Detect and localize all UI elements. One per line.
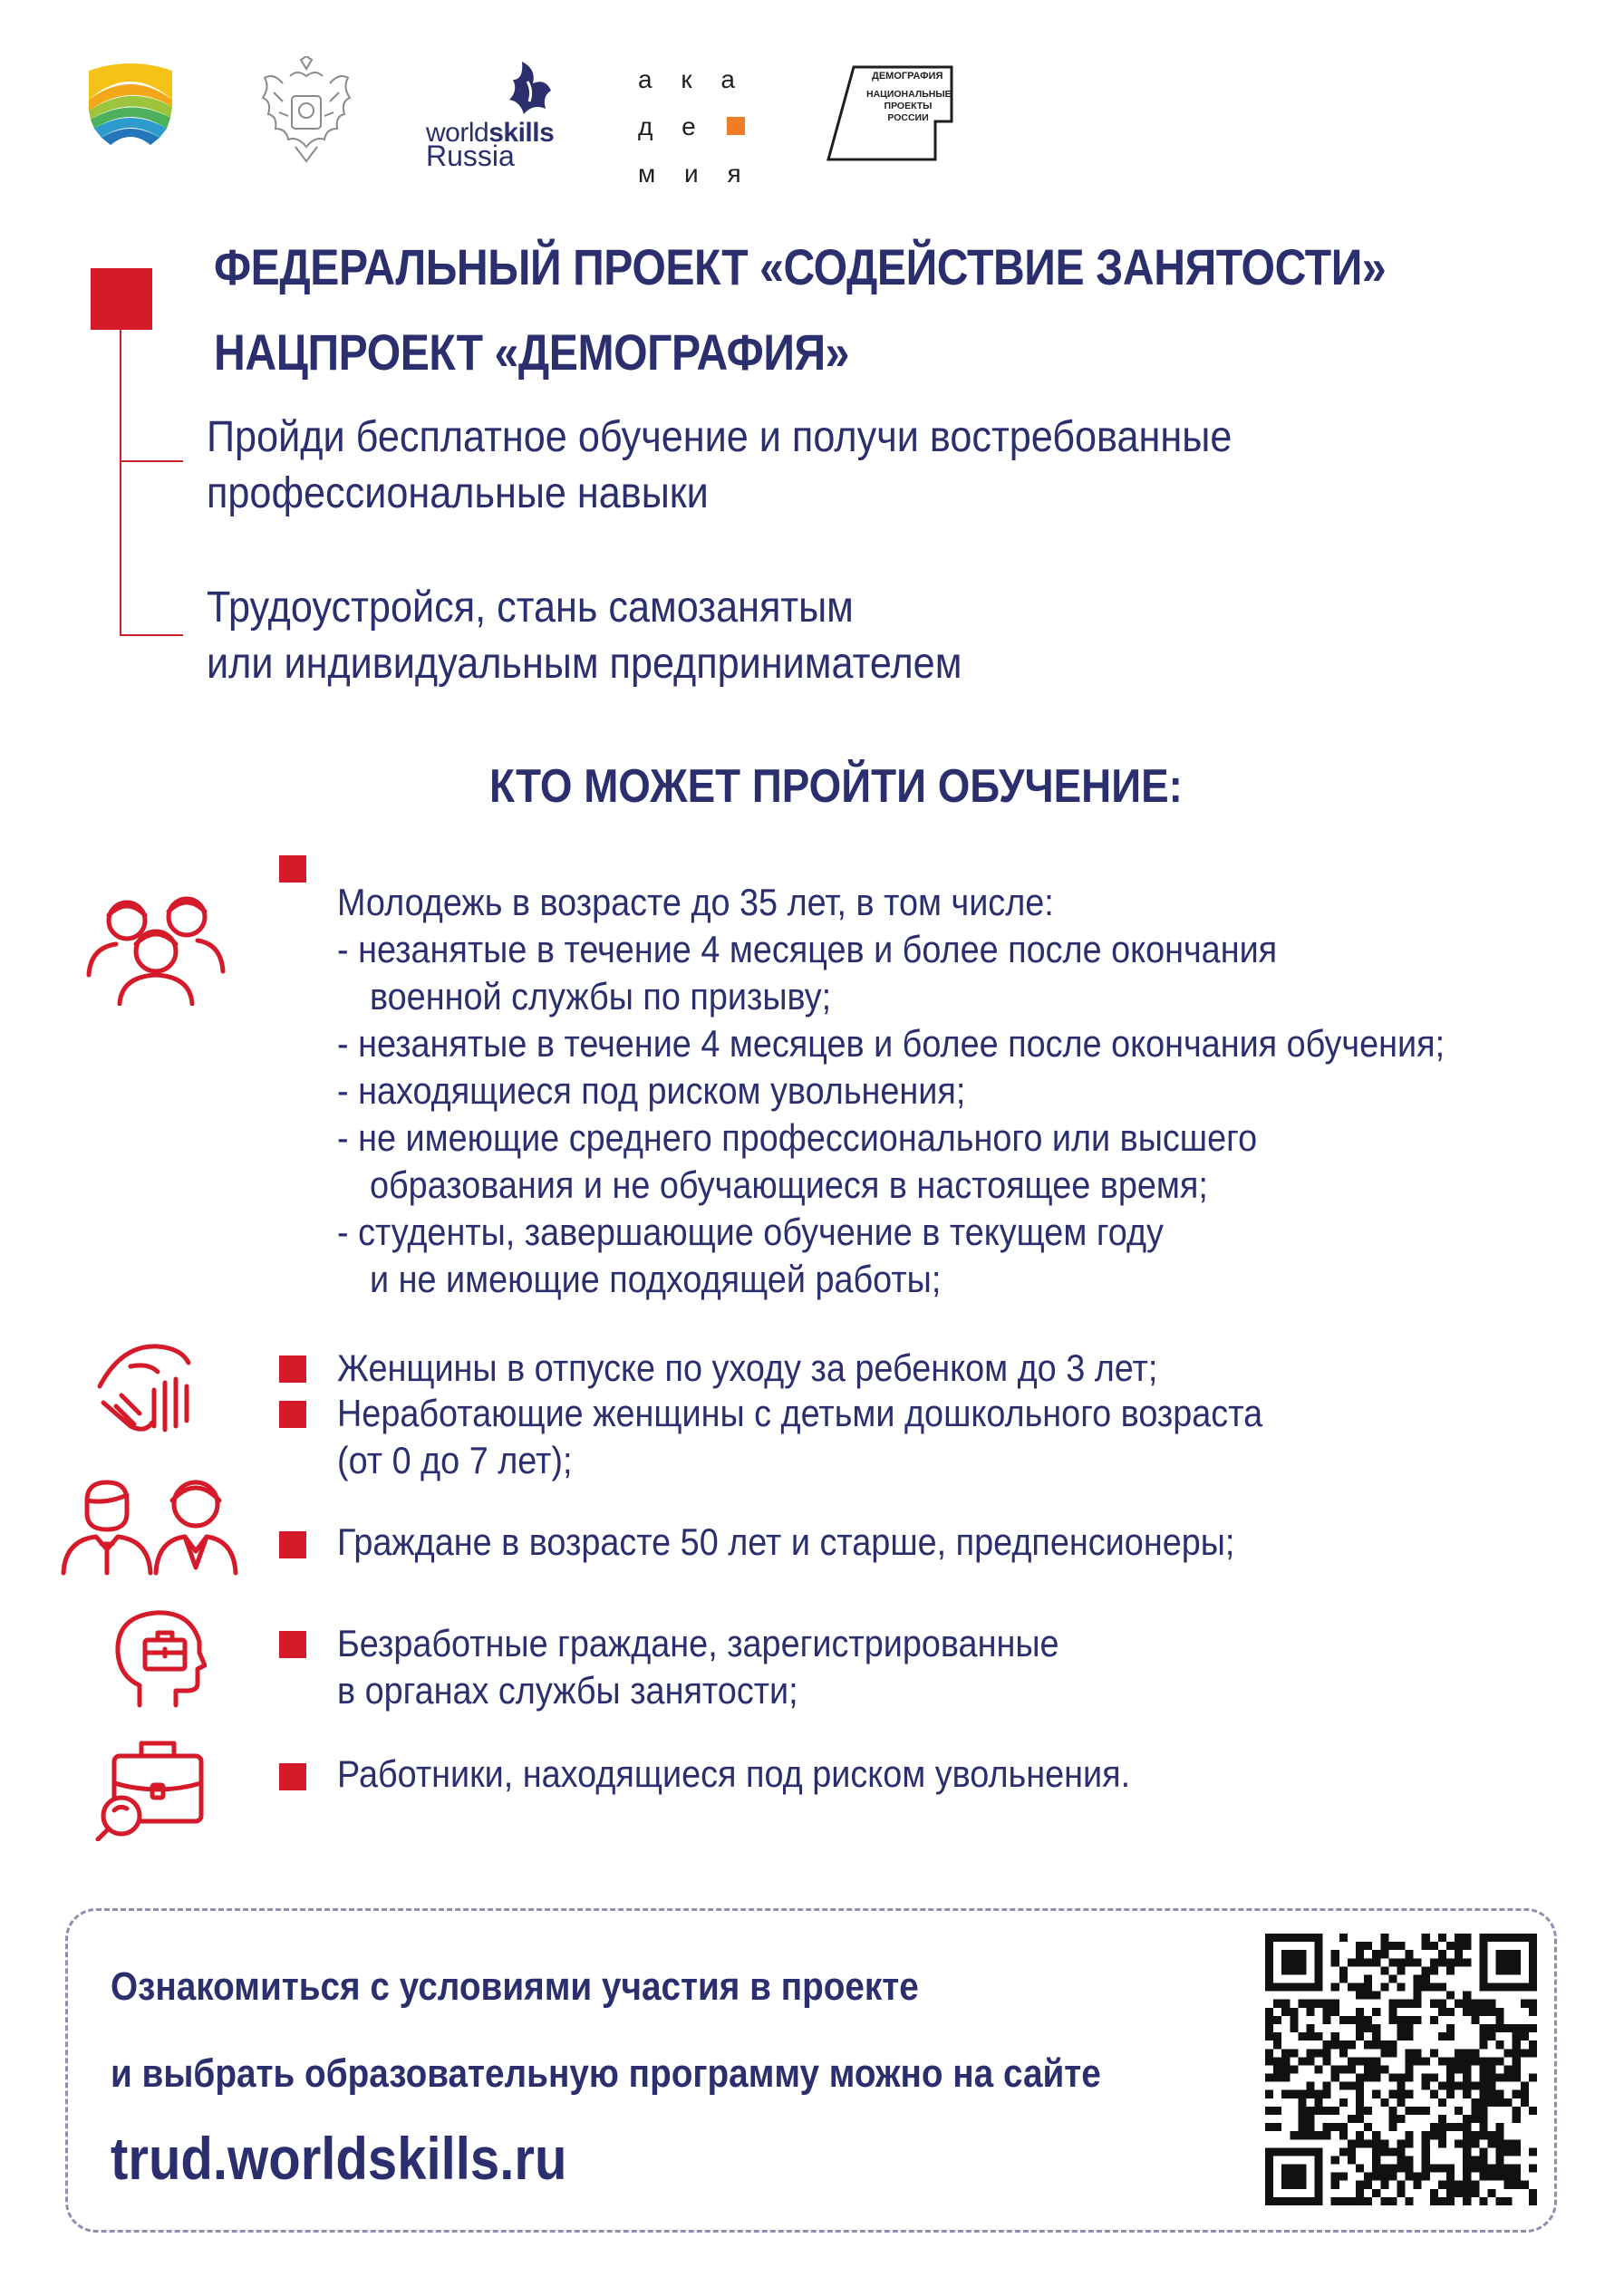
header-red-square	[91, 268, 152, 330]
workers-text: Работники, находящиеся под риском увольнения.	[337, 1752, 1131, 1795]
ws-skills-text: skills	[488, 118, 555, 148]
women2-line-1: Неработающие женщины с детьми дошкольного возраста	[337, 1392, 1263, 1434]
women1-text: Женщины в отпуске по уходу за ребенком до 3 лет;	[337, 1346, 1158, 1389]
ws-russia-text: Russia	[426, 140, 515, 172]
intro-1-line-1: Пройди бесплатное обучение и получи востребованные	[207, 413, 1232, 461]
seniors-bullet	[279, 1531, 306, 1558]
unemployed-line-1: Безработные граждане, зарегистрированные	[337, 1622, 1059, 1664]
youth-line-5: - находящиеся под риском увольнения;	[337, 1069, 966, 1112]
header-tick-1	[120, 460, 183, 462]
youth-line-3: военной службы по призыву;	[370, 975, 832, 1018]
briefcase-search-icon	[94, 1736, 207, 1841]
hands-icon	[94, 1336, 203, 1435]
region-logo	[87, 63, 174, 150]
demography-line-2: ПРОЕКТЫ	[884, 101, 933, 111]
women2-bullet	[279, 1401, 306, 1428]
akademia-line-1: а к а	[638, 65, 746, 93]
unemployed-line-2: в органах службы занятости;	[337, 1669, 798, 1712]
women2-line-2: (от 0 до 7 лет);	[337, 1439, 573, 1481]
intro-item-2	[207, 580, 962, 692]
youth-line-9: и не имеющие подходящей работы;	[370, 1258, 942, 1300]
workers-bullet	[279, 1763, 306, 1790]
qr-code[interactable]	[1265, 1934, 1537, 2205]
akademia-logo	[638, 56, 756, 188]
akademia-line-3: м и я	[638, 159, 752, 188]
youth-line-7: образования и не обучающиеся в настоящее время;	[370, 1163, 1208, 1206]
women1-bullet	[279, 1355, 306, 1383]
info-line-2: и выбрать образовательную программу можно на сайте	[111, 2051, 1101, 2096]
demography-top: ДЕМОГРАФИЯ	[872, 71, 943, 82]
youth-line-2: - незанятые в течение 4 месяцев и более после окончания	[337, 928, 1278, 970]
women2-list	[337, 1390, 1262, 1484]
demography-line-3: РОССИИ	[887, 112, 929, 123]
page-title-line-1: ФЕДЕРАЛЬНЫЙ ПРОЕКТ «СОДЕЙСТВИЕ ЗАНЯТОСТИ»	[214, 238, 1387, 295]
header-tick-2	[120, 634, 183, 636]
youth-line-6: - не имеющие среднего профессионального или высшего	[337, 1116, 1258, 1159]
header-vertical-line	[120, 330, 121, 636]
job-thinking-icon	[112, 1607, 207, 1709]
youth-line-4: - незанятые в течение 4 месяцев и более после окончания обучения;	[337, 1022, 1445, 1065]
ws-world-text: world	[426, 118, 489, 148]
worldskills-logo	[426, 60, 562, 172]
intro-2-line-1: Трудоустройся, стань самозанятым	[207, 584, 854, 632]
site-link[interactable]: trud.worldskills.ru	[111, 2125, 567, 2192]
russian-emblem	[256, 56, 357, 163]
youth-line-8: - студенты, завершающие обучение в текущем году	[337, 1211, 1164, 1253]
unemployed-bullet	[279, 1631, 306, 1658]
akademia-square	[727, 117, 745, 135]
intro-item-1	[207, 410, 1232, 522]
youth-line-1: Молодежь в возрасте до 35 лет, в том числе:	[337, 881, 1054, 923]
youth-bullet	[279, 855, 306, 883]
info-line-1: Ознакомиться с условиями участия в проекте	[111, 1964, 919, 2009]
intro-2-line-2: или индивидуальным предпринимателем	[207, 640, 962, 688]
youth-list	[337, 879, 1445, 1303]
seniors-text: Граждане в возрасте 50 лет и старше, предпенсионеры;	[337, 1520, 1235, 1563]
demography-logo	[826, 63, 962, 163]
akademia-line-2: д е	[638, 112, 707, 140]
who-can-title: КТО МОЖЕТ ПРОЙТИ ОБУЧЕНИЕ:	[489, 760, 1183, 813]
seniors-icon	[60, 1477, 241, 1577]
demography-line-1: НАЦИОНАЛЬНЫЕ	[866, 89, 952, 100]
intro-1-line-2: профессиональные навыки	[207, 469, 709, 517]
people-group-icon	[83, 888, 228, 1006]
unemployed-list	[337, 1620, 1059, 1714]
page-title-line-2: НАЦПРОЕКТ «ДЕМОГРАФИЯ»	[214, 323, 850, 381]
